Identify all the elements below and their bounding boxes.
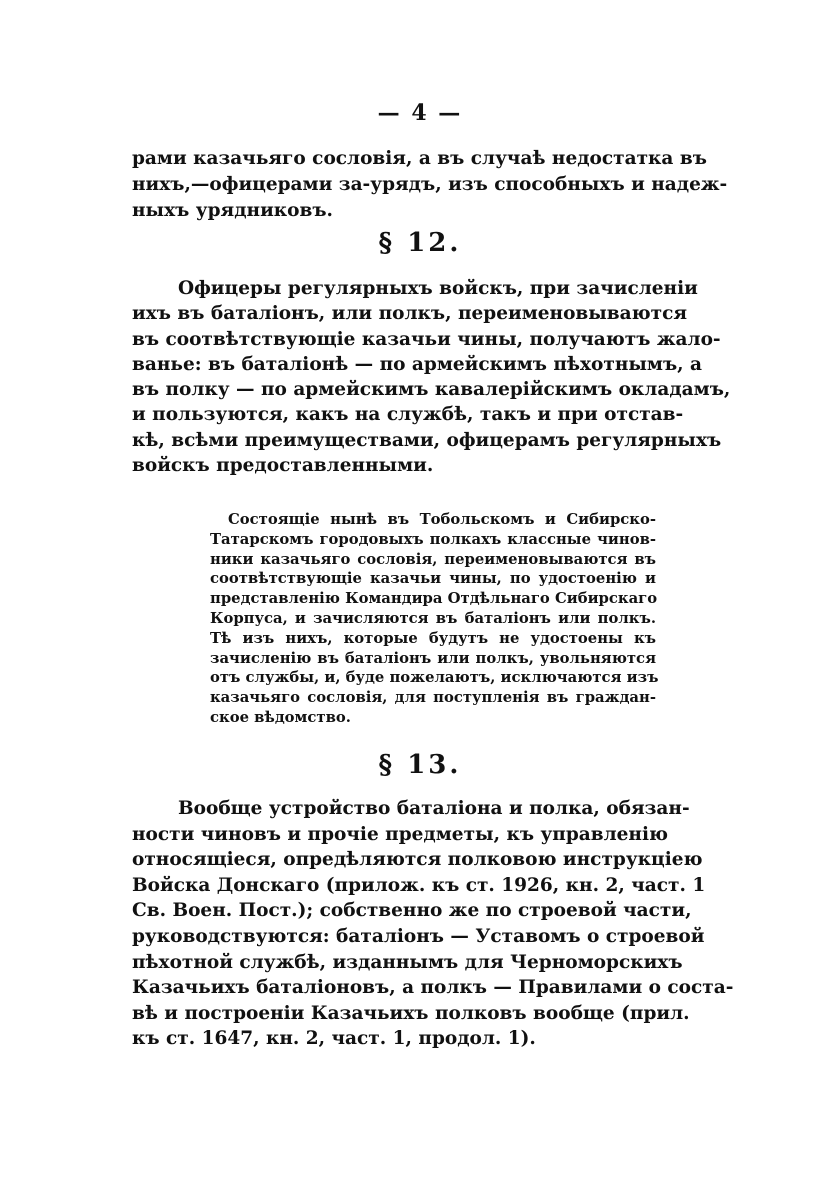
- text-line: Вообще устройство баталіона и полка, обязан-: [178, 798, 690, 819]
- paragraph-section-12: [132, 276, 731, 478]
- text-line: Войска Донскаго (прилож. къ ст. 1926, кн. 2, част. 1: [132, 874, 706, 896]
- note-line: соотвѣтствующіе казачьи чины, по удостоенію и: [210, 570, 656, 588]
- note-line: Татарскомъ городовыхъ полкахъ классные чинов-: [210, 530, 656, 548]
- note-line: ское вѣдомство.: [210, 708, 351, 726]
- note-line: Корпуса, и зачисляются въ баталіонъ или полкъ.: [210, 609, 656, 627]
- section-heading-13: § 13.: [378, 750, 462, 780]
- text-line: къ ст. 1647, кн. 2, част. 1, продол. 1).: [132, 1028, 536, 1050]
- text-line: и пользуются, какъ на службѣ, такъ и при отстав-: [132, 404, 684, 426]
- text-line: руководствуются: баталіонъ — Уставомъ о строевой: [132, 925, 705, 947]
- text-line: Казачьихъ баталіоновъ, а полкъ — Правилами о соста-: [132, 977, 734, 999]
- page-number: — 4 —: [377, 100, 463, 126]
- note-line: зачисленію въ баталіонъ или полкъ, увольняются: [210, 649, 656, 667]
- note-line: отъ службы, и, буде пожелаютъ, исключаются изъ: [210, 669, 659, 687]
- paragraph-continued: [132, 146, 728, 224]
- footnote-section-12: [210, 510, 659, 728]
- text-line: въ соотвѣтствующіе казачьи чины, получаютъ жало-: [132, 328, 721, 350]
- note-line: Тѣ изъ нихъ, которые будутъ не удостоены къ: [210, 629, 656, 647]
- text-line: кѣ, всѣми преимуществами, офицерамъ регулярныхъ: [132, 429, 722, 451]
- section-heading-12: § 12.: [378, 228, 462, 258]
- text-line: ныхъ урядниковъ.: [132, 200, 333, 221]
- text-line: ихъ въ баталіонъ, или полкъ, переименовываются: [132, 303, 688, 325]
- text-line: пѣхотной службѣ, изданнымъ для Черноморскихъ: [132, 951, 683, 973]
- text-line: нихъ,—офицерами за-урядъ, изъ способныхъ и надеж-: [132, 174, 728, 195]
- text-line: рами казачьяго сословія, а въ случаѣ недостатка въ: [132, 148, 707, 169]
- note-line: ники казачьяго сословія, переименовываются въ: [210, 550, 656, 568]
- paragraph-section-13: [132, 796, 734, 1052]
- text-line: Св. Воен. Пост.); собственно же по строевой части,: [132, 900, 692, 922]
- text-line: войскъ предоставленными.: [132, 455, 434, 477]
- text-line: ности чиновъ и прочіе предметы, къ управленію: [132, 823, 668, 845]
- note-line: Состоящіе нынѣ въ Тобольскомъ и Сибирско-: [228, 511, 656, 528]
- text-line: Офицеры регулярныхъ войскъ, при зачисленіи: [178, 278, 698, 299]
- text-line: ванье: въ баталіонѣ — по армейскимъ пѣхотнымъ, а: [132, 353, 703, 375]
- note-line: представленію Командира Отдѣльнаго Сибирскаго: [210, 590, 658, 608]
- note-line: казачьяго сословія, для поступленія въ граждан-: [210, 689, 656, 707]
- text-line: въ полку — по армейскимъ кавалерійскимъ окладамъ,: [132, 379, 731, 401]
- text-line: относящіеся, опредѣляются полковою инструкціею: [132, 849, 703, 871]
- text-line: вѣ и построеніи Казачьихъ полковъ вообще (прил.: [132, 1002, 690, 1024]
